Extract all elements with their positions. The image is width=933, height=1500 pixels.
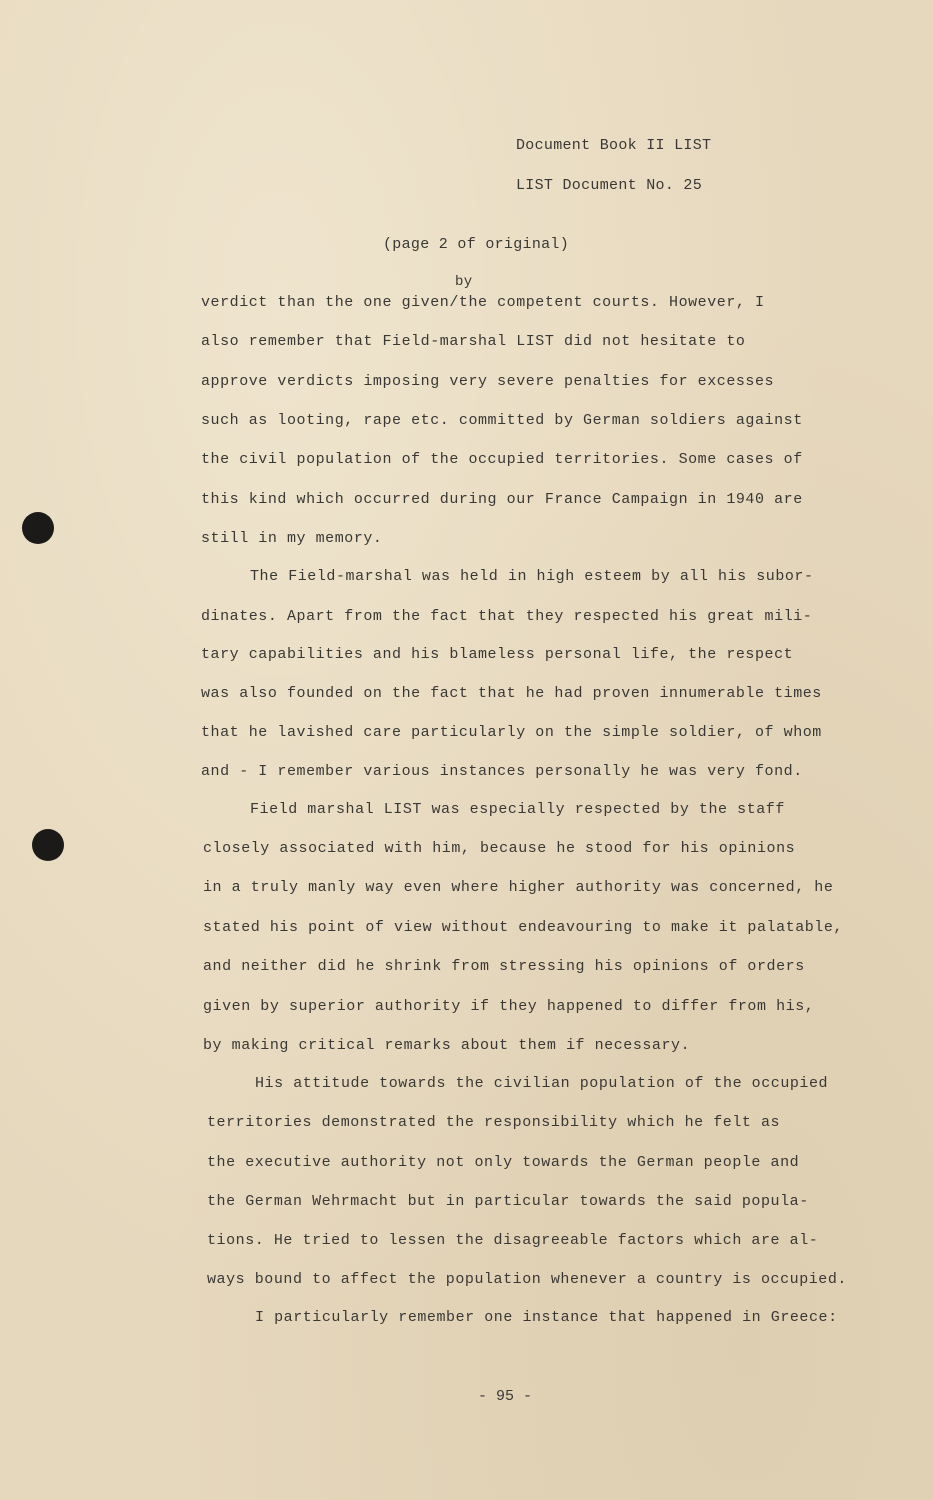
- text-line: given by superior authority if they happened to differ from his,: [203, 998, 815, 1015]
- text-line: that he lavished care particularly on the simple soldier, of whom: [201, 724, 822, 741]
- text-line: tary capabilities and his blameless personal life, the respect: [201, 646, 794, 663]
- text-line: such as looting, rape etc. committed by German soldiers against: [201, 412, 803, 429]
- text-line: dinates. Apart from the fact that they respected his great mili-: [201, 608, 813, 625]
- text-line: and neither did he shrink from stressing his opinions of orders: [203, 958, 805, 975]
- text-line: I particularly remember one instance that happened in Greece:: [255, 1309, 838, 1326]
- text-line: approve verdicts imposing very severe penalties for excesses: [201, 373, 775, 390]
- text-line: also remember that Field-marshal LIST did not hesitate to: [201, 333, 746, 350]
- text-line: this kind which occurred during our France Campaign in 1940 are: [201, 491, 803, 508]
- document-book-label: Document Book II LIST: [516, 137, 712, 154]
- text-line: by making critical remarks about them if necessary.: [203, 1037, 691, 1054]
- document-number: LIST Document No. 25: [516, 177, 703, 194]
- page-reference: (page 2 of original): [383, 236, 570, 253]
- text-line: verdict than the one given/the competent courts. However, I: [201, 294, 765, 311]
- text-line: and - I remember various instances personally he was very fond.: [201, 763, 803, 780]
- text-line: stated his point of view without endeavouring to make it palatable,: [203, 919, 843, 936]
- text-line: in a truly manly way even where higher authority was concerned, he: [203, 879, 834, 896]
- text-line: closely associated with him, because he stood for his opinions: [203, 840, 796, 857]
- text-line: His attitude towards the civilian population of the occupied: [255, 1075, 829, 1092]
- text-line: still in my memory.: [201, 530, 383, 547]
- text-line: territories demonstrated the responsibility which he felt as: [207, 1114, 781, 1131]
- text-line: the executive authority not only towards the German people and: [207, 1154, 800, 1171]
- text-line: was also founded on the fact that he had proven innumerable times: [201, 685, 822, 702]
- text-line: the German Wehrmacht but in particular towards the said popula-: [207, 1193, 809, 1210]
- page-number: - 95 -: [478, 1388, 533, 1405]
- text-line: tions. He tried to lessen the disagreeable factors which are al-: [207, 1232, 819, 1249]
- handwritten-insertion: by: [455, 274, 473, 290]
- text-line: the civil population of the occupied territories. Some cases of: [201, 451, 803, 468]
- punch-hole: [22, 512, 54, 544]
- text-line: ways bound to affect the population whenever a country is occupied.: [207, 1271, 847, 1288]
- text-line: Field marshal LIST was especially respected by the staff: [250, 801, 785, 818]
- punch-hole: [32, 829, 64, 861]
- text-line: The Field-marshal was held in high esteem by all his subor-: [250, 568, 814, 585]
